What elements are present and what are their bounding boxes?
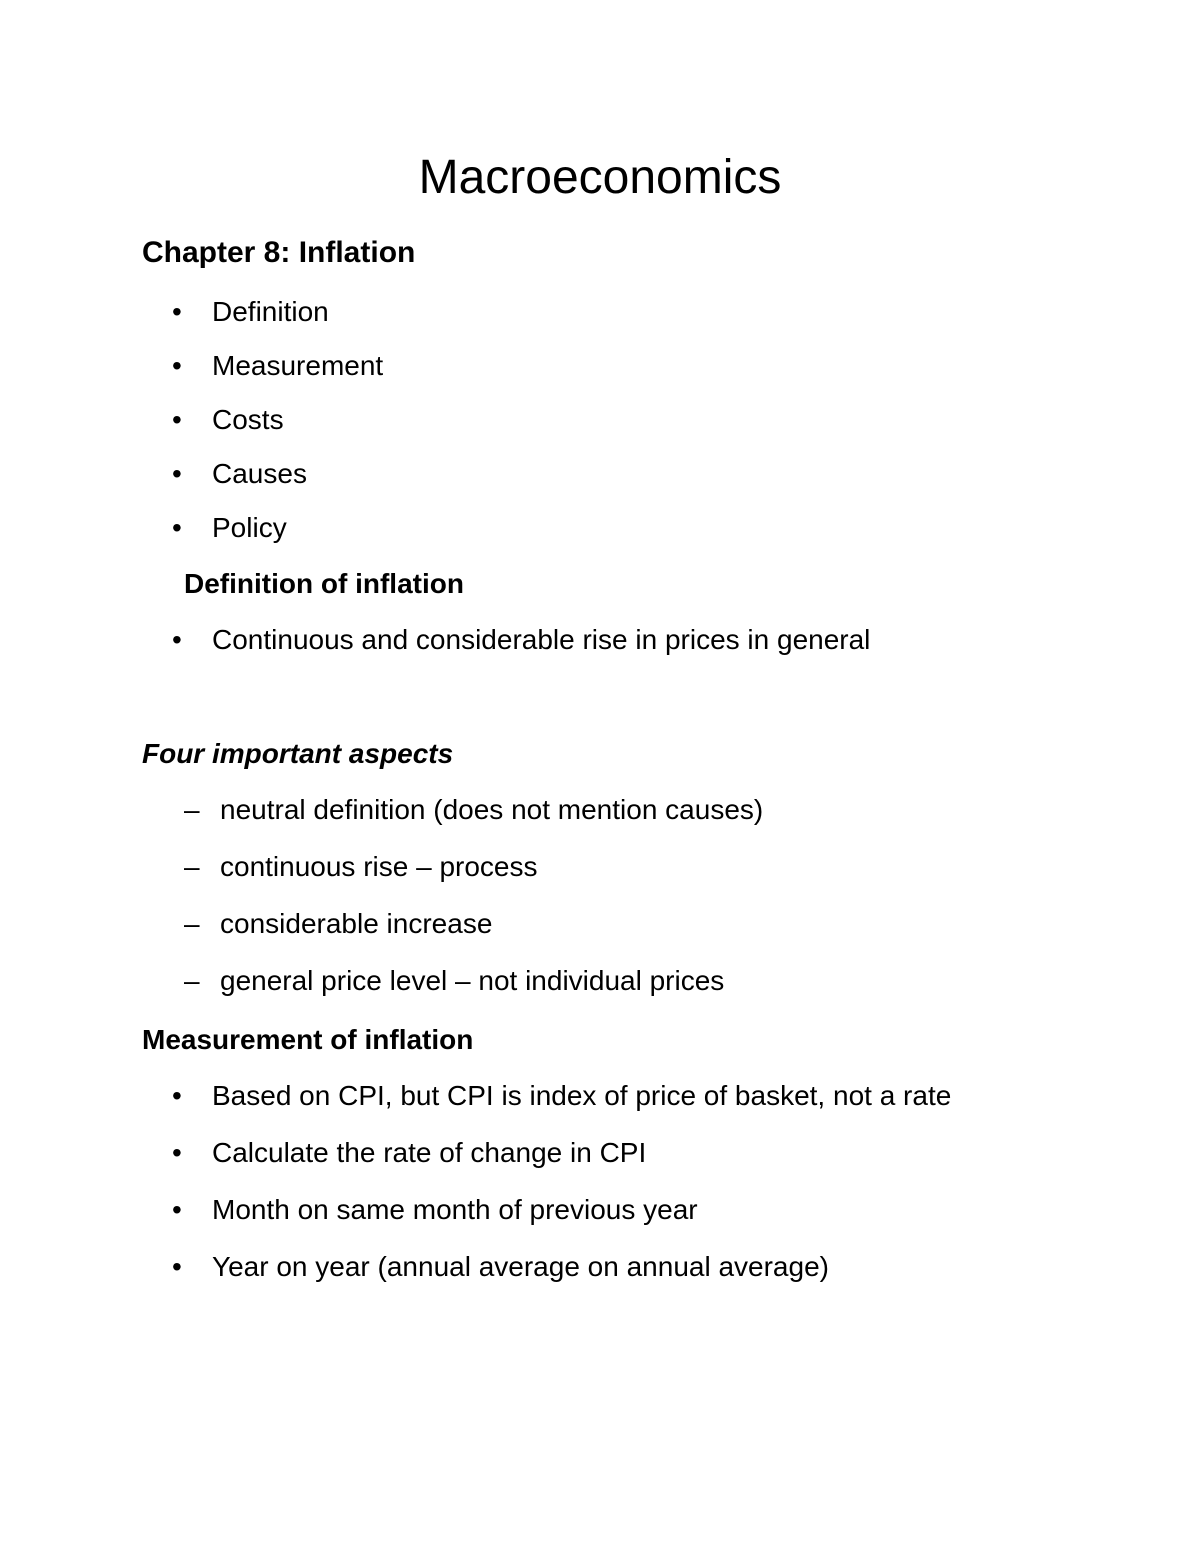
- measurement-item: [0, 1247, 1200, 1287]
- chapter-topic-item: [0, 292, 1200, 332]
- dash-icon: –: [184, 965, 200, 996]
- dash-icon: –: [184, 851, 200, 882]
- definition-item: [0, 620, 1200, 660]
- bullet-icon: •: [172, 1251, 182, 1282]
- dash-icon: –: [184, 794, 200, 825]
- measurement-text: Year on year (annual average on annual average): [212, 1251, 829, 1282]
- bullet-icon: •: [172, 1080, 182, 1111]
- chapter-heading: Chapter 8: Inflation: [142, 236, 416, 269]
- aspect-text: neutral definition (does not mention causes): [220, 794, 764, 825]
- aspect-item: [0, 961, 1200, 1001]
- chapter-topic-label: Costs: [212, 404, 284, 435]
- bullet-icon: •: [172, 1194, 182, 1225]
- aspect-text: considerable increase: [220, 908, 493, 939]
- definition-heading: Definition of inflation: [184, 568, 464, 599]
- chapter-topic-label: Definition: [212, 296, 329, 327]
- measurement-item: [0, 1190, 1200, 1230]
- bullet-icon: •: [172, 512, 182, 543]
- bullet-icon: •: [172, 404, 182, 435]
- chapter-topic-item: [0, 400, 1200, 440]
- document-title: Macroeconomics: [418, 151, 782, 204]
- bullet-icon: •: [172, 350, 182, 381]
- chapter-topic-item: [0, 346, 1200, 386]
- aspect-text: general price level – not individual prices: [220, 965, 725, 996]
- aspects-heading: Four important aspects: [142, 738, 454, 769]
- bullet-icon: •: [172, 624, 182, 655]
- chapter-topic-label: Measurement: [212, 350, 384, 381]
- bullet-icon: •: [172, 458, 182, 489]
- chapter-topic-label: Causes: [212, 458, 307, 489]
- bullet-icon: •: [172, 1137, 182, 1168]
- aspect-text: continuous rise – process: [220, 851, 538, 882]
- dash-icon: –: [184, 908, 200, 939]
- measurement-text: Calculate the rate of change in CPI: [212, 1137, 647, 1168]
- measurement-text: Month on same month of previous year: [212, 1194, 698, 1225]
- definition-text: Continuous and considerable rise in prices in general: [212, 624, 871, 655]
- bullet-icon: •: [172, 296, 182, 327]
- chapter-topic-label: Policy: [212, 512, 287, 543]
- aspect-item: [0, 790, 1200, 830]
- measurement-text: Based on CPI, but CPI is index of price of basket, not a rate: [212, 1080, 952, 1111]
- measurement-heading: Measurement of inflation: [142, 1024, 474, 1055]
- aspect-item: [0, 847, 1200, 887]
- aspect-item: [0, 904, 1200, 944]
- measurement-item: [0, 1076, 1200, 1116]
- measurement-item: [0, 1133, 1200, 1173]
- chapter-topic-item: [0, 508, 1200, 548]
- chapter-topic-item: [0, 454, 1200, 494]
